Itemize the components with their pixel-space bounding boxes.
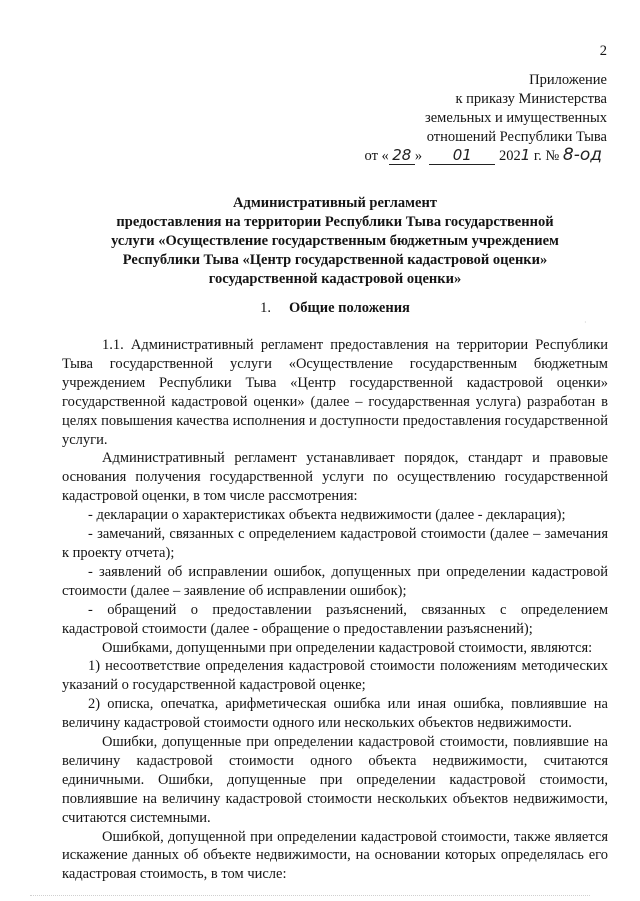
paragraph: Ошибкой, допущенной при определении кадастровой стоимости, также является искажение данных об объекте недвижимости, на основании которых определялась его кадастровая стоимость, в том числе: [62, 828, 608, 883]
paragraph: 1.1. Административный регламент предоставления на территории Республики Тыва государственной услуги «Осуществление государственным бюджетным учреждением Республики Тыва «Центр государственной кадастровой оценки» государственной кадастровой оценки» (далее – государственная услуга) разработан в целях повышения качества исполнения и доступности предоставления государственной услуги. [62, 337, 608, 448]
title-line: услуги «Осуществление государственным бюджетным учреждением [111, 233, 559, 249]
scan-artifact: · [584, 318, 587, 327]
page-number: 2 [599, 43, 607, 59]
appendix-line: отношений Республики Тыва [426, 129, 607, 145]
paragraph: Ошибками, допущенными при определении кадастровой стоимости, являются: [102, 639, 593, 656]
title-line: государственной кадастровой оценки» [208, 271, 462, 287]
order-month-handwritten: 01 [452, 146, 472, 164]
appendix-block [425, 71, 607, 147]
list-item: - заявлений об исправлении ошибок, допущенных при определении кадастровой стоимости (далее – заявление об исправлении ошибок); [62, 563, 608, 599]
list-item: 1) несоответствие определения кадастровой стоимости положениям методических указаний о государственной кадастровой оценке; [62, 658, 608, 694]
order-year-prefix: 202 [498, 148, 521, 164]
list-item: 2) описка, опечатка, арифметическая ошибка или иная ошибка, повлиявшие на величину кадастровой стоимости одного или нескольких объектов недвижимости. [62, 696, 608, 732]
order-date-prefix: от « [364, 148, 389, 164]
list-item: - замечаний, связанных с определением кадастровой стоимости (далее – замечания к проекту отчета); [62, 526, 608, 561]
document-title [62, 194, 608, 289]
section-heading [62, 299, 608, 318]
scan-edge-noise [30, 894, 590, 896]
order-number-handwritten: 8-од [562, 145, 602, 165]
title-line: Административный регламент [233, 195, 437, 211]
appendix-line: Приложение [529, 72, 607, 88]
order-day-handwritten: 28 [392, 146, 412, 164]
list-item: - обращений о предоставлении разъяснений, связанных с определением кадастровой стоимости (далее - обращение о предоставлении разъяснений); [62, 601, 608, 637]
section-number: 1. [260, 300, 271, 316]
order-number-label: г. № [533, 148, 560, 164]
section-title: Общие положения [288, 300, 410, 316]
paragraph: Административный регламент устанавливает порядок, стандарт и правовые основания получения государственной услуги по осуществлению государственной кадастровой оценки, в том числе рассмотрения: [62, 450, 608, 505]
order-date-number [365, 145, 602, 165]
list-item: - декларации о характеристиках объекта недвижимости (далее - декларация); [88, 507, 566, 524]
appendix-line: к приказу Министерства [455, 91, 607, 107]
order-date-close-quote: » [414, 148, 423, 164]
title-line: предоставления на территории Республики Тыва государственной [116, 214, 554, 230]
appendix-line: земельных и имущественных [424, 110, 607, 126]
document-body [62, 336, 608, 884]
order-year-digit-handwritten: 1 [520, 146, 531, 164]
paragraph: Ошибки, допущенные при определении кадастровой стоимости, повлиявшие на величину кадастровой стоимости одного объекта недвижимости, считаются единичными. Ошибки, допущенные при определении кадастровой стоимости, повлиявшие на величину кадастровой стоимости нескольких объектов недвижимости, считаются системными. [62, 734, 608, 826]
title-line: Республики Тыва «Центр государственной кадастровой оценки» [122, 252, 548, 268]
